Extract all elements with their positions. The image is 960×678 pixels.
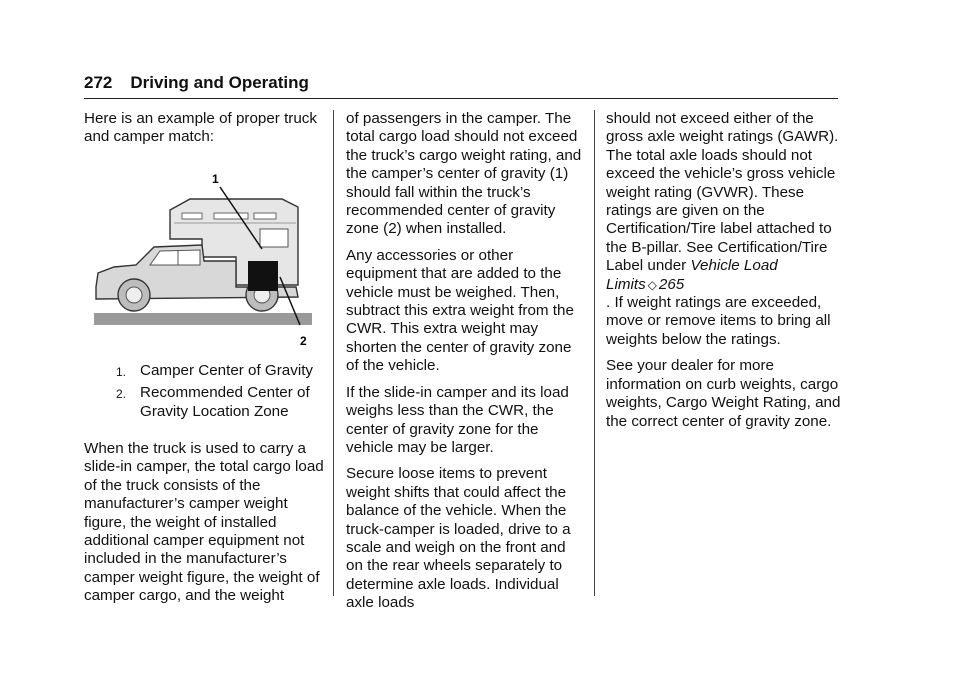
paragraph-text: . If weight ratings are exceeded, move or remove items to bring all weights below the ratings. [606,294,831,348]
column-divider-2 [594,110,595,596]
caption-item [84,384,328,421]
body-paragraph: When the truck is used to carry a slide-in camper, the total cargo load of the truck consists of the manufacturer’s camper weight figure, the weight of installed additional camper equipment not included in the manufacturer’s camper weight figure, the weight of camper cargo, and the weight [84,440,324,605]
column-2 [346,110,582,621]
paragraph-text: should not exceed either of the gross axle weight ratings (GAWR). The total axle loads should not exceed the vehicle’s gross vehicle weight rating (GVWR). These ratings are given on the Certification/Tire label attached to the B-pillar. See Certification/Tire Label under [606,110,839,275]
body-paragraph [606,110,842,349]
intro-paragraph: Here is an example of proper truck and camper match: [84,110,317,146]
figure-captions [84,362,328,425]
column-1 [84,110,324,155]
body-paragraph: Secure loose items to prevent weight shifts that could affect the balance of the vehicle. When the truck-camper is loaded, drive to a scale and weigh on the front and on the rear wheels separately to determine axle loads. Individual axle loads [346,465,571,612]
cross-reference-link[interactable]: Vehicle Load Limits [606,257,778,293]
page-header [84,72,838,98]
column-1-body [84,440,330,606]
cg-zone [248,261,278,291]
body-paragraph: If the slide-in camper and its load weighs less than the CWR, the center of gravity zone for the vehicle may be larger. [346,383,569,456]
callout-1: 1 [212,172,219,186]
body-paragraph: Any accessories or other equipment that are added to the vehicle must be weighed. Then, subtract this extra weight from the CWR. This extra weight may shorten the center of gravity zone of the vehicle. [346,246,574,375]
column-divider-1 [333,110,334,596]
caption-number: 2. [116,387,127,402]
page-reference-icon: ◇ [647,277,657,292]
ground-strip [94,313,312,325]
caption-text: Camper Center of Gravity [140,362,314,379]
page-number: 272 [84,73,113,92]
truck-camper-figure [84,165,324,355]
caption-item [84,362,328,380]
caption-text: Recommended Center of Gravity Location Zone [140,384,310,420]
header-rule [84,98,838,99]
truck-camper-illustration [84,165,324,355]
page-reference-number[interactable]: 265 [658,275,685,293]
section-title: Driving and Operating [130,73,309,92]
callout-2: 2 [300,334,307,348]
caption-number: 1. [116,365,127,379]
body-paragraph: See your dealer for more information on curb weights, cargo weights, Cargo Weight Rating, and the correct center of gravity zone. [606,357,841,430]
column-3 [606,110,842,439]
body-paragraph: of passengers in the camper. The total cargo load should not exceed the truck’s cargo weight rating, and the camper’s center of gravity (1) should fall within the truck’s recommended center of gravity zone (2) when installed. [346,110,582,238]
